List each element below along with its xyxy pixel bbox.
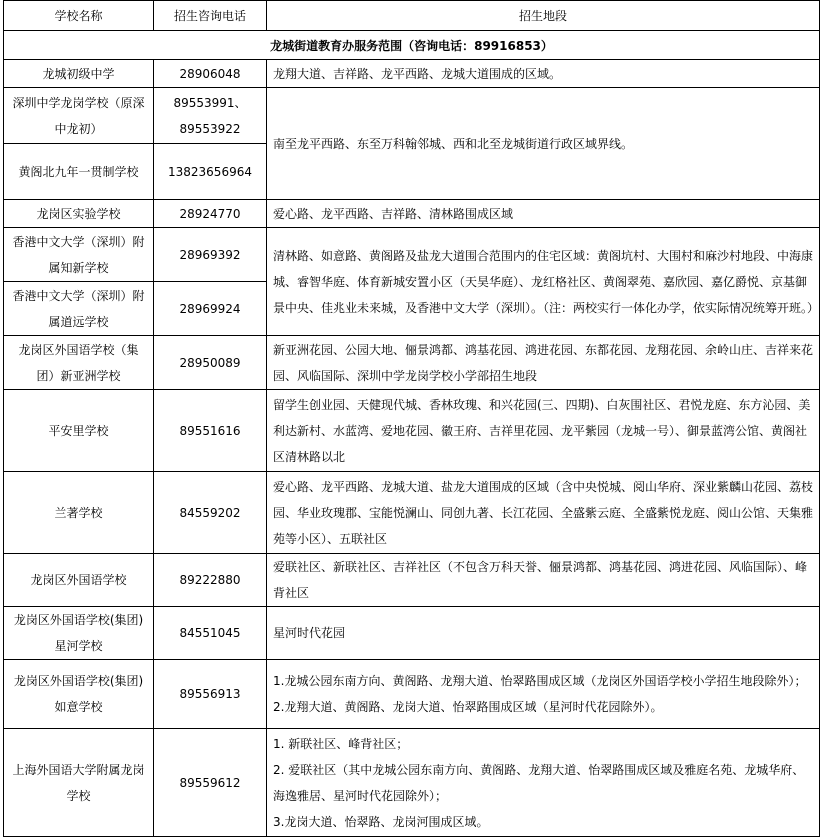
header-phone: 招生咨询电话 [154,1,267,31]
school-area: 清林路、如意路、黄阁路及盐龙大道围合范围内的住宅区域：黄阁坑村、大围村和麻沙村地段、中海康城、睿智华庭、体育新城安置小区（天昊华庭）、龙红格社区、黄阁翠苑、嘉欣园、嘉亿爵悦、京基御景中央、佳兆业未来城，及香港中文大学（深圳）。（注：两校实行一体化办学，依实际情况统筹开班。） [267,228,820,336]
school-phone: 89556913 [154,660,267,729]
school-name: 香港中文大学（深圳）附属知新学校 [4,228,154,282]
school-name: 兰著学校 [4,472,154,554]
school-area: 龙翔大道、吉祥路、龙平西路、龙城大道围成的区域。 [267,60,820,88]
school-name: 深圳中学龙岗学校（原深中龙初） [4,88,154,144]
section-title: 龙城街道教育办服务范围（咨询电话：89916853） [4,31,820,60]
school-area: 爱心路、龙平西路、龙城大道、盐龙大道围成的区域（含中央悦城、阅山华府、深业紫麟山花园、荔枝园、华业玫瑰郡、宝能悦澜山、同创九著、长江花园、全盛紫云庭、全盛紫悦龙庭、阅山公馆、天集雅苑等小区）、五联社区 [267,472,820,554]
school-phone: 89551616 [154,390,267,472]
header-area: 招生地段 [267,1,820,31]
school-phone: 13823656964 [154,144,267,200]
table-row [4,200,820,228]
school-area: 爱心路、龙平西路、吉祥路、清林路围成区域 [267,200,820,228]
school-phone: 89222880 [154,554,267,607]
school-phone: 84551045 [154,607,267,660]
school-name: 龙岗区外国语学校（集团）新亚洲学校 [4,336,154,390]
area-line: 3.龙岗大道、怡翠路、龙岗河围成区域。 [273,814,489,829]
table-row [4,472,820,554]
school-phone: 28969924 [154,282,267,336]
school-area: 南至龙平西路、东至万科翰邻城、西和北至龙城街道行政区域界线。 [267,88,820,200]
section-row [4,31,820,60]
table-row [4,390,820,472]
school-phone: 89553991、89553922 [154,88,267,144]
table-row [4,336,820,390]
header-school-name: 学校名称 [4,1,154,31]
school-area: 星河时代花园 [267,607,820,660]
header-row [4,1,820,31]
table-row [4,607,820,660]
table-row [4,88,820,144]
area-line: 1. 新联社区、峰背社区； [273,736,409,751]
school-phone: 28969392 [154,228,267,282]
school-phone: 89559612 [154,729,267,837]
enrollment-table [3,0,820,837]
school-phone: 84559202 [154,472,267,554]
table-row [4,228,820,282]
school-area [267,660,820,729]
school-name: 上海外国语大学附属龙岗学校 [4,729,154,837]
table-row [4,660,820,729]
school-name: 香港中文大学（深圳）附属道远学校 [4,282,154,336]
school-name: 平安里学校 [4,390,154,472]
school-name: 龙岗区外国语学校(集团)如意学校 [4,660,154,729]
school-area: 新亚洲花园、公园大地、俪景鸿都、鸿基花园、鸿进花园、东都花园、龙翔花园、余岭山庄、吉祥来花园、风临国际、深圳中学龙岗学校小学部招生地段 [267,336,820,390]
school-name: 龙岗区实验学校 [4,200,154,228]
school-phone: 28924770 [154,200,267,228]
school-phone: 28950089 [154,336,267,390]
area-line: 1.龙城公园东南方向、黄阁路、龙翔大道、怡翠路围成区域（龙岗区外国语学校小学招生地段除外）； [273,674,807,688]
table-row [4,554,820,607]
area-line: 2. 爱联社区（其中龙城公园东南方向、黄阁路、龙翔大道、怡翠路围成区域及雅庭名苑、龙城华府、海逸雅居、星河时代花园除外）； [273,762,805,803]
school-name: 龙岗区外国语学校(集团)星河学校 [4,607,154,660]
school-area [267,729,820,837]
table-row [4,729,820,837]
school-name: 龙岗区外国语学校 [4,554,154,607]
school-phone: 28906048 [154,60,267,88]
school-name: 龙城初级中学 [4,60,154,88]
school-name: 黄阁北九年一贯制学校 [4,144,154,200]
school-area: 爱联社区、新联社区、吉祥社区（不包含万科天誉、俪景鸿都、鸿基花园、鸿进花园、风临国际）、峰背社区 [267,554,820,607]
school-area: 留学生创业园、天健现代城、香林玫瑰、和兴花园(三、四期)、白灰围社区、君悦龙庭、东方沁园、美利达新村、水蓝湾、爱地花园、徽王府、吉祥里花园、龙平紫园（龙城一号）、御景蓝湾公馆、黄阁社区清林路以北 [267,390,820,472]
area-line: 2.龙翔大道、黄阁路、龙岗大道、怡翠路围成区域（星河时代花园除外）。 [273,700,663,714]
table-row [4,60,820,88]
